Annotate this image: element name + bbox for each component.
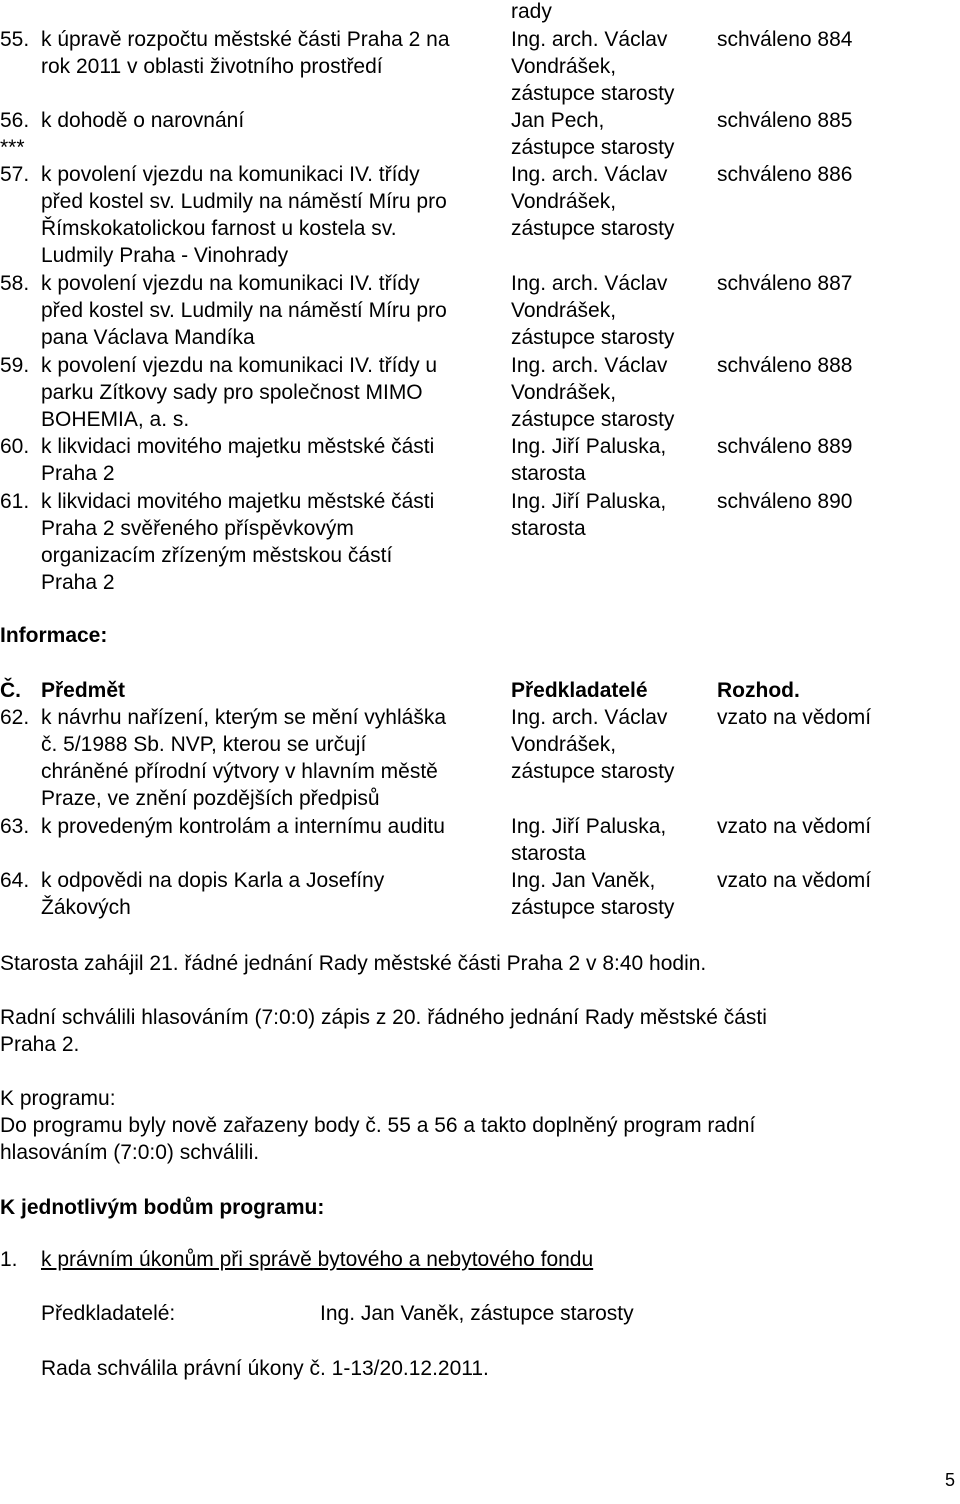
item-number: 64. [0,869,30,892]
presenter-fragment: rady [511,0,552,23]
item-result: vzato na vědomí [717,706,872,729]
item-subject: k likvidaci movitého majetku městské části Praha 2 svěřeného příspěvkovým organizacím zřízeným městskou částí Praha 2 [41,490,435,594]
presenter-name: Ing. Jan Vaněk, zástupce starosty [320,1302,634,1325]
item-number: 60. [0,435,30,458]
item-number: 62. [0,706,30,729]
item-subject: k provedeným kontrolám a internímu auditu [41,815,445,838]
item-subject: k úpravě rozpočtu městské části Praha 2 na rok 2011 v oblasti životního prostředí [41,28,450,78]
header-result: Rozhod. [717,679,800,702]
item-presenter: Ing. arch. Václav Vondrášek, zástupce starosty [511,28,675,105]
presenter-label: Předkladatelé: [41,1302,176,1325]
item-number: 55. [0,28,30,51]
info-heading: Informace: [0,624,108,647]
item-subject: k povolení vjezdu na komunikaci IV. třídy před kostel sv. Ludmily na náměstí Míru pro Římskokatolickou farnost u kostela sv. Ludmily Praha - Vinohrady [41,163,447,267]
item-presenter: Ing. arch. Václav Vondrášek, zástupce starosty [511,354,675,431]
item-number: 56. *** [0,109,30,159]
items-heading: K jednotlivým bodům programu: [0,1196,325,1219]
item-presenter: Ing. arch. Václav Vondrášek, zástupce starosty [511,706,675,783]
item-subject: k návrhu nařízení, kterým se mění vyhláška č. 5/1988 Sb. NVP, kterou se určují chráněné přírodní výtvory v hlavním městě Praze, ve znění pozdějších předpisů [41,706,446,810]
item-result: schváleno 884 [717,28,853,51]
item-presenter: Ing. Jiří Paluska, starosta [511,815,667,865]
item-presenter: Ing. Jiří Paluska, starosta [511,490,667,540]
item-result: vzato na vědomí [717,815,872,838]
item-number: 57. [0,163,30,186]
point-number: 1. [0,1248,18,1271]
item-presenter: Ing. arch. Václav Vondrášek, zástupce starosty [511,272,675,349]
item-subject: k povolení vjezdu na komunikaci IV. třídy před kostel sv. Ludmily na náměstí Míru pro pana Václava Mandíka [41,272,447,349]
item-presenter: Ing. Jan Vaněk, zástupce starosty [511,869,675,919]
item-presenter: Ing. arch. Václav Vondrášek, zástupce starosty [511,163,675,240]
header-presenter: Předkladatelé [511,679,648,702]
point-title: k právním úkonům při správě bytového a nebytového fondu [41,1248,594,1271]
opening-paragraph: Starosta zahájil 21. řádné jednání Rady městské části Praha 2 v 8:40 hodin. [0,952,707,975]
item-result: schváleno 885 [717,109,853,132]
header-number: Č. [0,679,21,702]
item-result: vzato na vědomí [717,869,872,892]
item-number: 58. [0,272,30,295]
item-subject: k povolení vjezdu na komunikaci IV. třídy u parku Zítkovy sady pro společnost MIMO BOHEMIA, a. s. [41,354,438,431]
decision-text: Rada schválila právní úkony č. 1-13/20.12.2011. [41,1357,489,1380]
minutes-paragraph: Radní schválili hlasováním (7:0:0) zápis z 20. řádného jednání Rady městské části Praha 2. [0,1006,767,1056]
program-paragraph: Do programu byly nově zařazeny body č. 55 a 56 a takto doplněný program radní hlasováním (7:0:0) schválili. [0,1114,756,1164]
page-number: 5 [945,1470,956,1490]
item-result: schváleno 889 [717,435,853,458]
item-presenter: Jan Pech, zástupce starosty [511,109,675,159]
item-result: schváleno 888 [717,354,853,377]
item-result: schváleno 890 [717,490,853,513]
item-result: schváleno 886 [717,163,853,186]
item-number: 61. [0,490,30,513]
header-subject: Předmět [41,679,126,702]
item-subject: k odpovědi na dopis Karla a Josefíny Žákových [41,869,385,919]
item-subject: k dohodě o narovnání [41,109,245,132]
item-subject: k likvidaci movitého majetku městské části Praha 2 [41,435,435,485]
item-number: 59. [0,354,30,377]
item-result: schváleno 887 [717,272,853,295]
program-label: K programu: [0,1087,116,1110]
item-number: 63. [0,815,30,838]
item-presenter: Ing. Jiří Paluska, starosta [511,435,667,485]
